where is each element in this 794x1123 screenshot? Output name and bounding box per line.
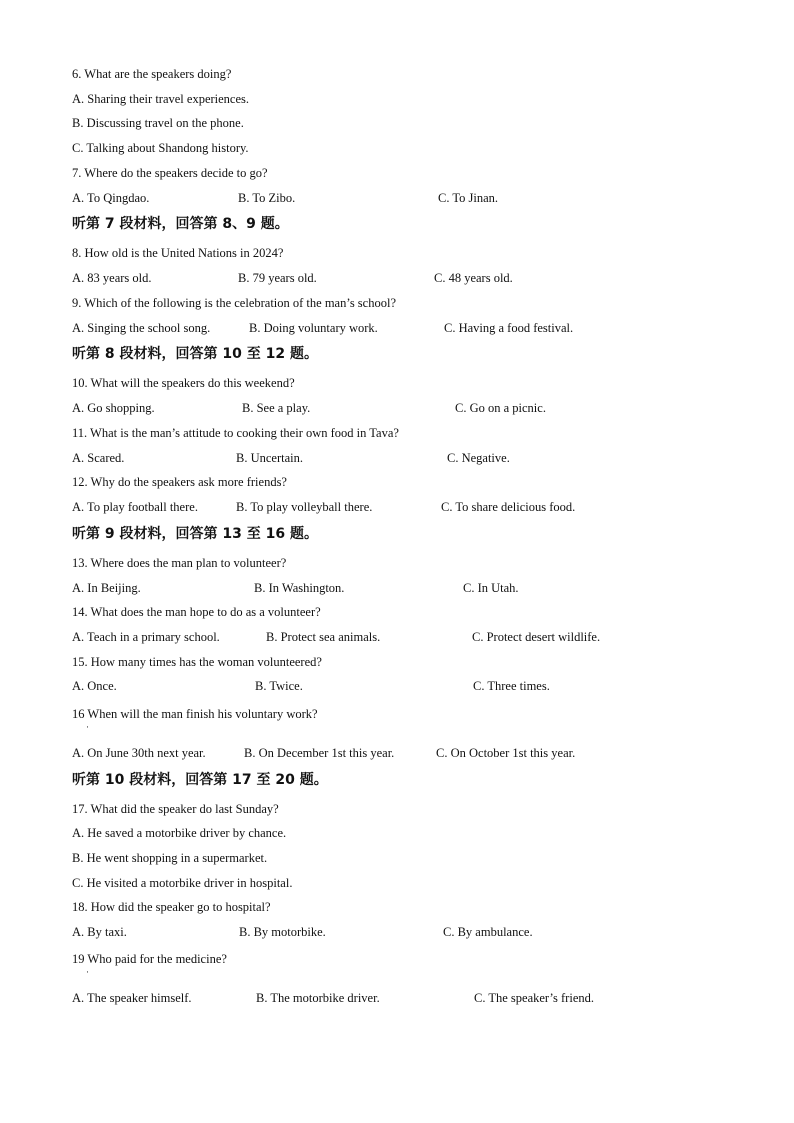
q18-option-c: C. By ambulance. <box>443 925 533 939</box>
q12-stem: 12. Why do the speakers ask more friends? <box>72 475 287 489</box>
q13-option-b: B. In Washington. <box>254 581 345 595</box>
q14-option-b: B. Protect sea animals. <box>266 630 381 644</box>
q11-stem: 11. What is the man’s attitude to cooking their own food in Tava? <box>72 426 399 440</box>
q10-option-a: A. Go shopping. <box>72 401 155 415</box>
section-heading-7: 听第 7 段材料，回答第 8、9 题。 <box>72 216 289 232</box>
q16-option-c: C. On October 1st this year. <box>436 746 576 760</box>
q14-stem: 14. What does the man hope to do as a volunteer? <box>72 605 321 619</box>
q11-option-a: A. Scared. <box>72 451 125 465</box>
q17-option-a: A. He saved a motorbike driver by chance. <box>72 826 287 840</box>
q8-option-a: A. 83 years old. <box>72 271 152 285</box>
q9-option-b: B. Doing voluntary work. <box>249 321 378 335</box>
q15-option-c: C. Three times. <box>473 679 550 693</box>
q17-option-c: C. He visited a motorbike driver in hospital. <box>72 876 293 890</box>
q9-option-c: C. Having a food festival. <box>444 321 574 335</box>
q13-option-a: A. In Beijing. <box>72 581 141 595</box>
q6-option-c: C. Talking about Shandong history. <box>72 141 249 155</box>
q19-option-a: A. The speaker himself. <box>72 991 192 1005</box>
q14-option-c: C. Protect desert wildlife. <box>472 630 601 644</box>
q10-option-c: C. Go on a picnic. <box>455 401 546 415</box>
q18-option-b: B. By motorbike. <box>239 925 326 939</box>
q16-stem: 16 When will the man finish his voluntary work? <box>72 707 318 721</box>
q7-stem: 7. Where do the speakers decide to go? <box>72 166 268 180</box>
q7-option-b: B. To Zibo. <box>238 191 296 205</box>
q9-option-a: A. Singing the school song. <box>72 321 211 335</box>
q15-stem: 15. How many times has the woman volunteered? <box>72 655 322 669</box>
q17-option-b: B. He went shopping in a supermarket. <box>72 851 268 865</box>
q10-option-b: B. See a play. <box>242 401 311 415</box>
q11-option-b: B. Uncertain. <box>236 451 303 465</box>
q11-option-c: C. Negative. <box>447 451 510 465</box>
q19-option-c: C. The speaker’s friend. <box>474 991 594 1005</box>
q13-stem: 13. Where does the man plan to volunteer? <box>72 556 287 570</box>
q16-option-a: A. On June 30th next year. <box>72 746 206 760</box>
q18-stem: 18. How did the speaker go to hospital? <box>72 900 271 914</box>
q10-stem: 10. What will the speakers do this weekend? <box>72 376 295 390</box>
section-heading-9: 听第 9 段材料，回答第 13 至 16 题。 <box>72 526 318 542</box>
q14-option-a: A. Teach in a primary school. <box>72 630 220 644</box>
q18-option-a: A. By taxi. <box>72 925 127 939</box>
q17-stem: 17. What did the speaker do last Sunday? <box>72 802 279 816</box>
q19-option-b: B. The motorbike driver. <box>256 991 380 1005</box>
q16-option-b: B. On December 1st this year. <box>244 746 395 760</box>
q16-dot-mark: · <box>86 722 89 732</box>
q12-option-c: C. To share delicious food. <box>441 500 576 514</box>
q19-dot-mark: · <box>86 967 89 977</box>
q15-option-b: B. Twice. <box>255 679 303 693</box>
q7-option-a: A. To Qingdao. <box>72 191 150 205</box>
q6-stem: 6. What are the speakers doing? <box>72 67 232 81</box>
q6-option-b: B. Discussing travel on the phone. <box>72 116 244 130</box>
q19-stem: 19 Who paid for the medicine? <box>72 952 227 966</box>
q15-option-a: A. Once. <box>72 679 117 693</box>
q7-option-c: C. To Jinan. <box>438 191 499 205</box>
q8-option-b: B. 79 years old. <box>238 271 317 285</box>
q12-option-a: A. To play football there. <box>72 500 198 514</box>
q9-stem: 9. Which of the following is the celebration of the man’s school? <box>72 296 396 310</box>
q12-option-b: B. To play volleyball there. <box>236 500 373 514</box>
section-heading-10: 听第 10 段材料，回答第 17 至 20 题。 <box>72 772 328 788</box>
q6-option-a: A. Sharing their travel experiences. <box>72 92 250 106</box>
q13-option-c: C. In Utah. <box>463 581 519 595</box>
q8-option-c: C. 48 years old. <box>434 271 513 285</box>
section-heading-8: 听第 8 段材料，回答第 10 至 12 题。 <box>72 346 318 362</box>
q8-stem: 8. How old is the United Nations in 2024? <box>72 246 284 260</box>
